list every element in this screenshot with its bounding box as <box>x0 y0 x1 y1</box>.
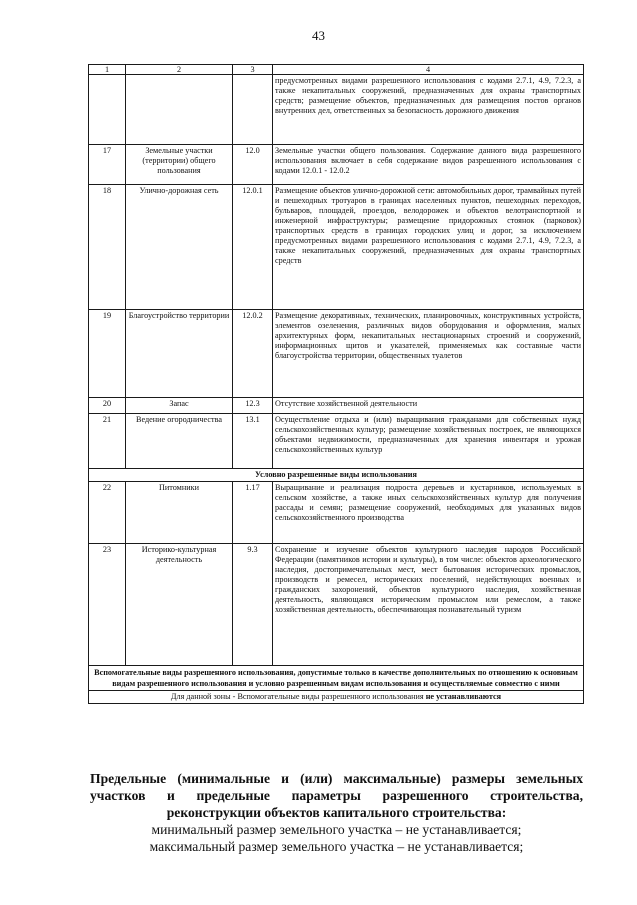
use-code: 12.3 <box>233 398 273 414</box>
use-description: Отсутствие хозяйственной деятельности <box>273 398 584 414</box>
use-description: Земельные участки общего пользования. Содержание данного вида разрешенного использования включает в себя содержание видов разрешенного использования с кодами 12.0.1 - 12.0.2 <box>273 145 584 185</box>
use-description: Размещение объектов улично-дорожной сети: автомобильных дорог, трамвайных путей и пешеходных тротуаров в границах населенных пунктов, пешеходных переходов, бульваров, площадей, проездов, велодорожек и объектов велотранспортной и инженерной инфраструктуры; размещение придорожных стоянок (парковок) транспортных средств в границах городских улиц и дорог, за исключением предусмотренных видами разрешенного использования с кодами 2.7.1, 4.9, 7.2.3, а также некапитальных сооружений, предназначенных для охраны транспортных средств <box>273 185 584 310</box>
use-code: 12.0.2 <box>233 310 273 398</box>
row-number: 17 <box>89 145 126 185</box>
use-code: 12.0 <box>233 145 273 185</box>
section-note-row <box>89 691 584 704</box>
auxiliary-note-text: Для данной зоны - Вспомогательные виды разрешенного использования <box>170 692 426 702</box>
use-description: предусмотренных видами разрешенного использования с кодами 2.7.1, 4.9, 7.2.3, а также некапитальных сооружений, предназначенных для охраны транспортных средств; размещение объектов, предназначенных для размещения постов органов внутренних дел, ответственных за безопасность дорожного движения <box>273 75 584 145</box>
page-number: 43 <box>312 28 325 43</box>
column-header: 2 <box>126 65 233 75</box>
table-row <box>89 185 584 310</box>
use-description: Сохранение и изучение объектов культурного наследия народов Российской Федерации (памятников истории и культуры), в том числе: объектов археологического наследия, достопримечательных мест, мест бытования исторических промыслов, производств и ремесел, исторических поселений, недействующих военных и гражданских захоронений, объектов культурного наследия, хозяйственная деятельность, являющаяся историческим промыслом или ремеслом, а также хозяйственная деятельность, обеспечивающая познавательный туризм <box>273 544 584 666</box>
auxiliary-note-emphasis: не устанавливаются <box>425 692 502 702</box>
use-name: Питомники <box>126 482 233 544</box>
use-name: Земельные участки (территории) общего пользования <box>126 145 233 185</box>
use-code: 12.0.1 <box>233 185 273 310</box>
use-code: 9.3 <box>233 544 273 666</box>
auxiliary-uses-heading: Вспомогательные виды разрешенного использования, допустимые только в качестве дополнительных по отношению к основным видам разрешенного использования и условно разрешенным видам использования и осуществляемые совместно с ними <box>89 666 584 691</box>
use-description: Выращивание и реализация подроста деревьев и кустарников, используемых в сельском хозяйстве, а также иных сельскохозяйственных культур для получения рассады и семян; размещение сооружений, необходимых для указанных видов сельскохозяйственного производства <box>273 482 584 544</box>
row-number: 20 <box>89 398 126 414</box>
table-header-row <box>89 65 584 75</box>
section-heading-row <box>89 666 584 691</box>
column-header: 3 <box>233 65 273 75</box>
table-row <box>89 145 584 185</box>
use-description: Осуществление отдыха и (или) выращивания гражданами для собственных нужд сельскохозяйственных культур; размещение хозяйственных построек, не являющихся объектами недвижимости, предназначенных для хранения инвентаря и урожая сельскохозяйственных культур <box>273 414 584 469</box>
row-number: 18 <box>89 185 126 310</box>
row-number <box>89 75 126 145</box>
row-number: 22 <box>89 482 126 544</box>
max-size-line: максимальный размер земельного участка – не устанавливается; <box>149 839 524 854</box>
table-row <box>89 544 584 666</box>
column-header: 1 <box>89 65 126 75</box>
section-heading-row <box>89 469 584 482</box>
conditional-uses-heading: Условно разрешенные виды использования <box>89 469 584 482</box>
use-name: Запас <box>126 398 233 414</box>
use-code: 13.1 <box>233 414 273 469</box>
limits-heading: Предельные (минимальные и (или) максимальные) размеры земельных участков и предельные параметры разрешенного строительства, реконструкции объектов капитального строительства: <box>90 771 583 820</box>
use-code <box>233 75 273 145</box>
use-description: Размещение декоративных, технических, планировочных, конструктивных устройств, элементов озеленения, различных видов оборудования и оформления, малых архитектурных форм, некапитальных нестационарных строений и сооружений, информационных щитов и указателей, применяемых как составные части благоустройства территории, общественных туалетов <box>273 310 584 398</box>
table-row <box>89 414 584 469</box>
table-row <box>89 398 584 414</box>
land-use-table <box>88 64 584 704</box>
table-row <box>89 482 584 544</box>
min-size-line: минимальный размер земельного участка – не устанавливается; <box>151 822 522 837</box>
row-number: 21 <box>89 414 126 469</box>
use-name: Ведение огородничества <box>126 414 233 469</box>
row-number: 19 <box>89 310 126 398</box>
use-name: Улично-дорожная сеть <box>126 185 233 310</box>
table-row <box>89 75 584 145</box>
limits-section <box>90 770 583 855</box>
use-name <box>126 75 233 145</box>
use-code: 1.17 <box>233 482 273 544</box>
auxiliary-uses-note <box>89 691 584 704</box>
use-name: Благоустройство территории <box>126 310 233 398</box>
table-row <box>89 310 584 398</box>
column-header: 4 <box>273 65 584 75</box>
row-number: 23 <box>89 544 126 666</box>
use-name: Историко-культурная деятельность <box>126 544 233 666</box>
